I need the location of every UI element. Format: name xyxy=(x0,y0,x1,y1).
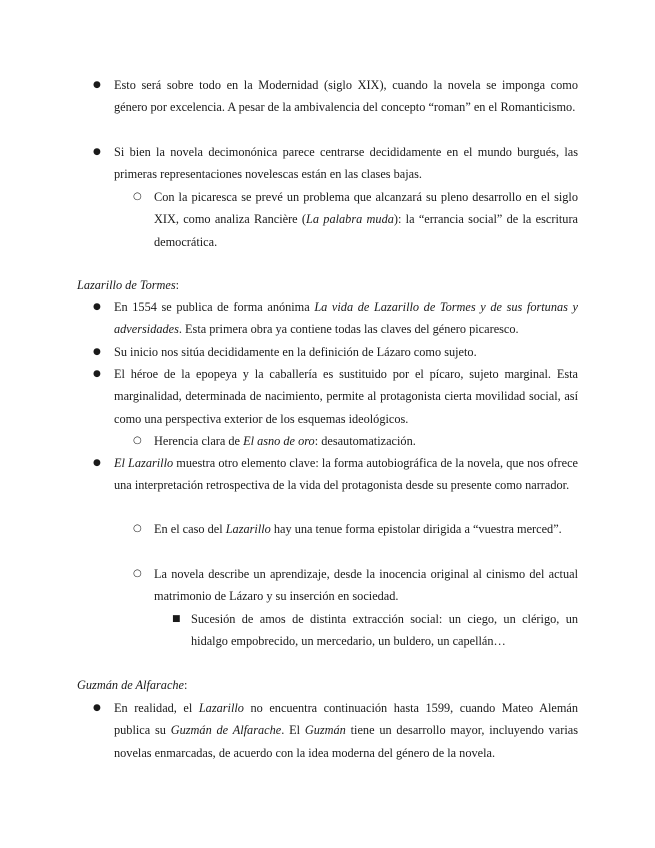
bullet-circle-icon: ○ xyxy=(133,191,142,202)
list-item: Su inicio nos sitúa decididamente en la definición de Lázaro como sujeto. xyxy=(114,345,477,359)
list-item: Sucesión de amos de distinta extracción social: un ciego, un clérigo, un hidalgo empobrecido, un mercedario, un buldero, un capellán… xyxy=(191,612,578,649)
work-title: Lazarillo xyxy=(225,522,271,536)
bullet-dot-icon: ● xyxy=(93,703,101,713)
work-title: Lazarillo xyxy=(198,701,244,715)
work-title: La palabra muda xyxy=(306,212,394,227)
list-item: En el caso del Lazarillo hay una tenue forma epistolar dirigida a “vuestra merced”. xyxy=(154,522,562,536)
bullet-square-icon: ■ xyxy=(172,614,181,624)
work-title: El Lazarillo xyxy=(114,456,174,470)
bullet-circle-icon: ○ xyxy=(133,435,142,446)
bullet-dot-icon: ● xyxy=(93,347,101,357)
bullet-circle-icon: ○ xyxy=(133,523,142,534)
list-item: Con la picaresca se prevé un problema que alcanzará su pleno desarrollo en el siglo XIX, como analiza Rancière (La palabra muda): la “errancia social” de la escritura democrática. xyxy=(154,190,579,249)
list-item: El héroe de la epopeya y la caballería es sustituido por el pícaro, sujeto marginal. Esta marginalidad, determinada de nacimiento, permite al protagonista cierta movilidad social, así como una perspectiva exterior de los esquemas ideológicos. xyxy=(114,367,578,426)
list-item: Esto será sobre todo en la Modernidad (siglo XIX), cuando la novela se imponga como género por excelencia. A pesar de la ambivalencia del concepto “roman” en el Romanticismo. xyxy=(114,78,578,115)
list-item: En realidad, el Lazarillo no encuentra continuación hasta 1599, cuando Mateo Alemán publica su Guzmán de Alfarache. El Guzmán tiene un desarrollo mayor, incluyendo varias novelas enmarcadas, de acuerdo con la idea moderna del género de la novela. xyxy=(114,701,579,760)
bullet-dot-icon: ● xyxy=(93,147,101,157)
bullet-dot-icon: ● xyxy=(93,369,101,379)
list-item: En 1554 se publica de forma anónima La vida de Lazarillo de Tormes y de sus fortunas y adversidades. Esta primera obra ya contiene todas las claves del género picaresco. xyxy=(114,300,578,337)
bullet-dot-icon: ● xyxy=(93,302,101,312)
list-item: El Lazarillo muestra otro elemento clave: la forma autobiográfica de la novela, que nos ofrece una interpretación retrospectiva de la vida del protagonista desde su presente como narrador. xyxy=(114,456,578,493)
work-title: Guzmán de Alfarache xyxy=(170,723,282,738)
section-heading: Lazarillo de Tormes: xyxy=(77,278,180,292)
work-title: La vida de Lazarillo de Tormes y de sus fortunas y adversidades xyxy=(114,300,578,337)
list-item: Herencia clara de El asno de oro: desautomatización. xyxy=(154,434,416,448)
work-title: El asno de oro xyxy=(243,434,315,448)
section-heading: Guzmán de Alfarache: xyxy=(77,678,188,692)
list-item: La novela describe un aprendizaje, desde la inocencia original al cinismo del actual matrimonio de Lázaro y su inserción en sociedad. xyxy=(154,567,578,604)
work-title: Guzmán xyxy=(304,723,346,738)
bullet-dot-icon: ● xyxy=(93,458,101,468)
bullet-circle-icon: ○ xyxy=(133,568,142,579)
bullet-dot-icon: ● xyxy=(93,80,101,90)
list-item: Si bien la novela decimonónica parece centrarse decididamente en el mundo burgués, las primeras representaciones novelescas están en las clases bajas. xyxy=(114,145,578,182)
